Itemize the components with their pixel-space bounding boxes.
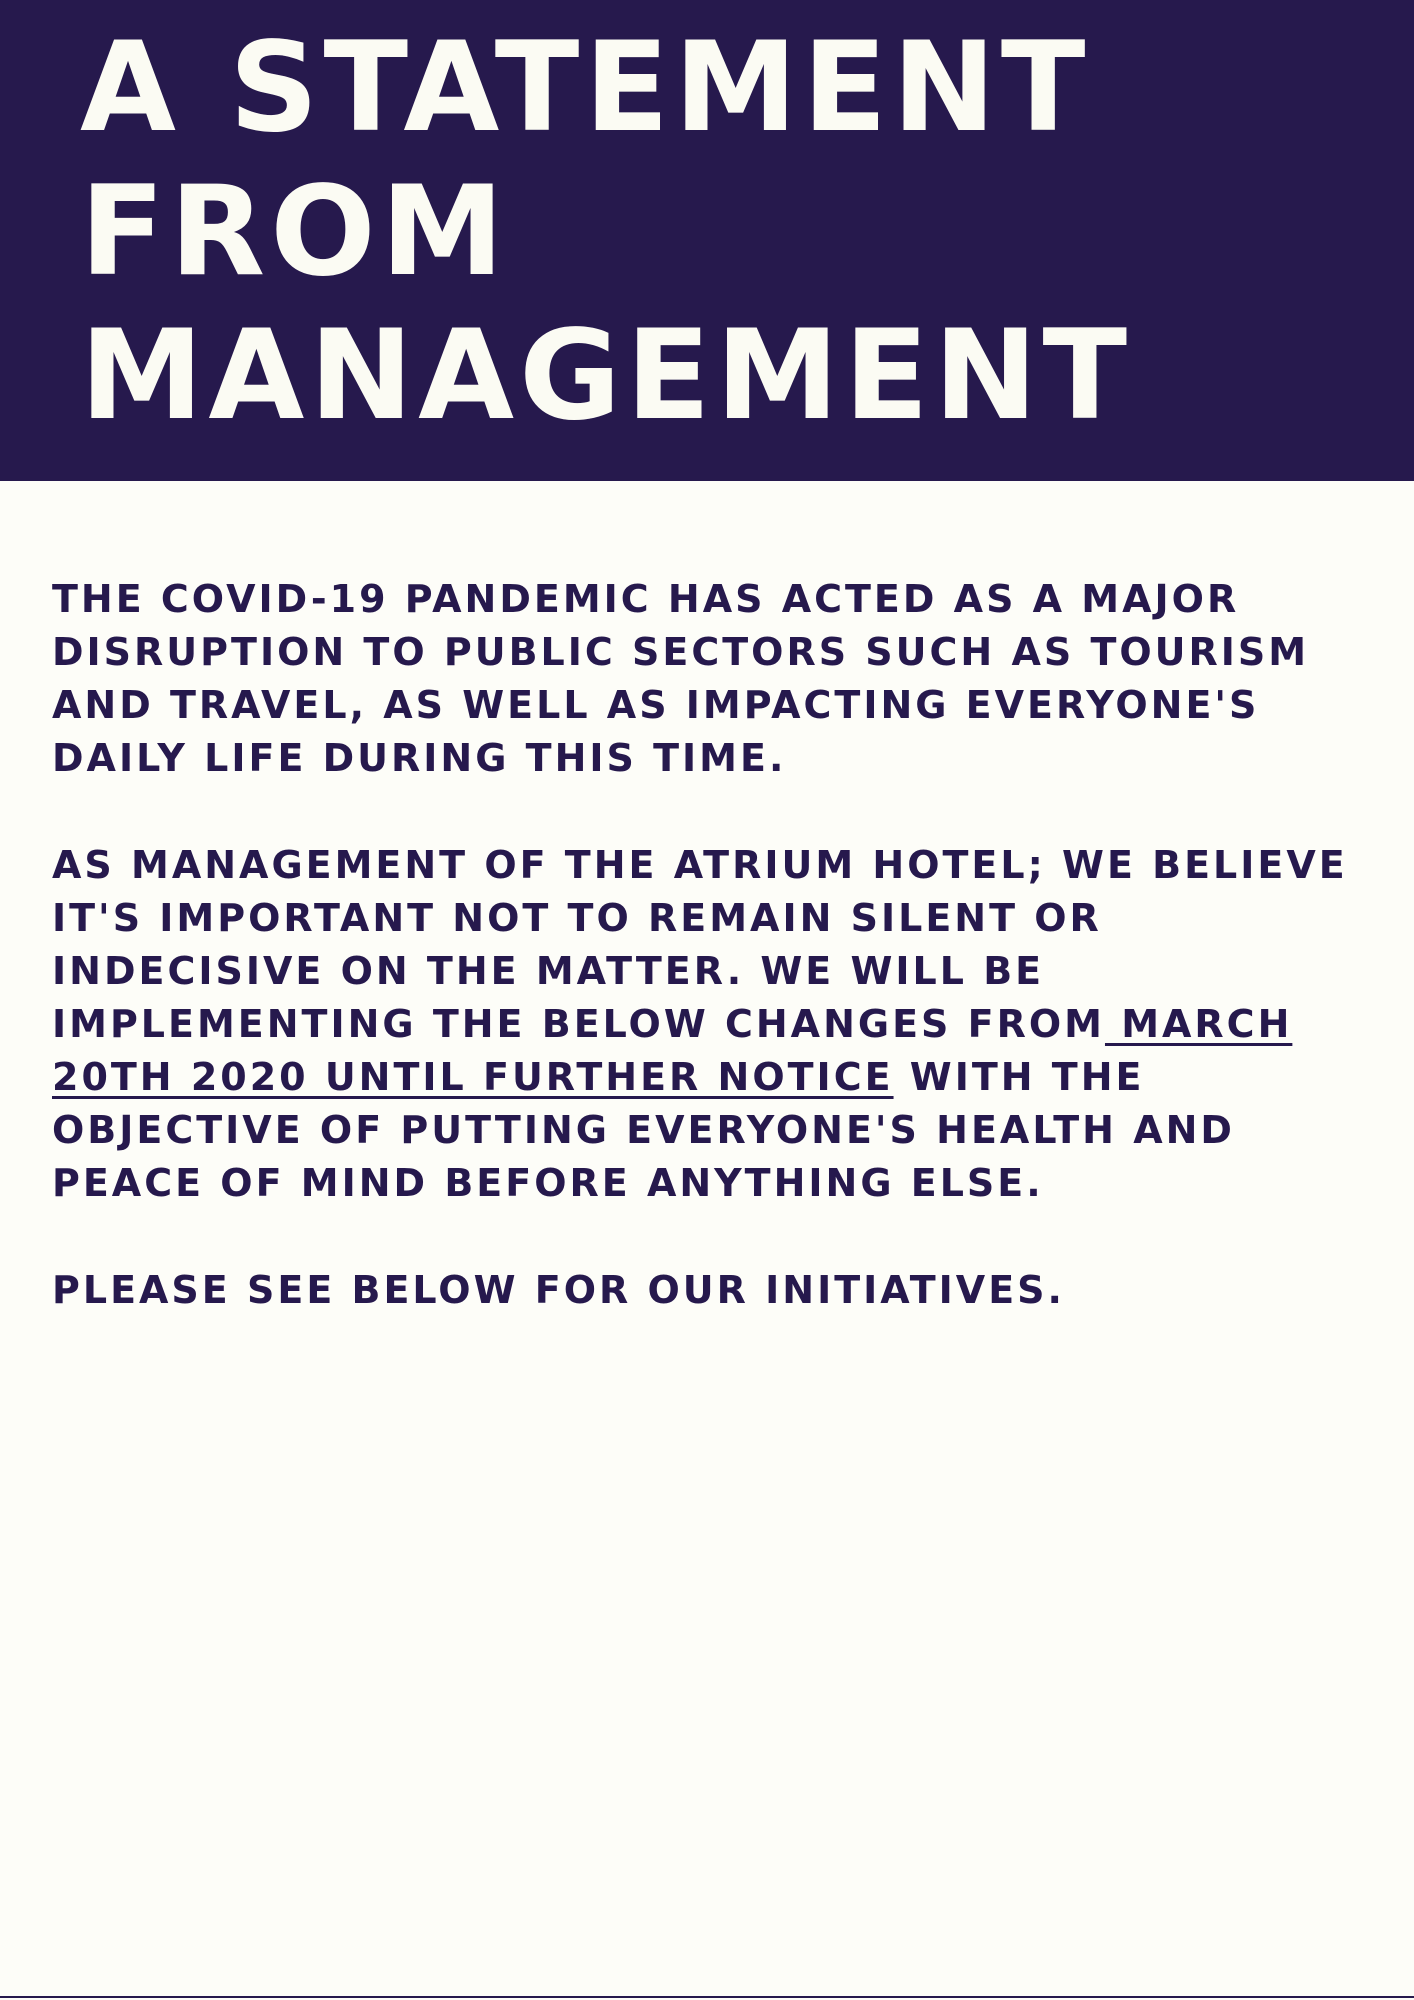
- effective-date-underlined: MARCH: [1104, 1002, 1293, 1046]
- paragraph-text: WITH THE: [893, 1055, 1145, 1099]
- bottom-divider: [0, 1996, 1414, 1998]
- paragraph-text: IMPLEMENTING THE BELOW CHANGES FROM: [52, 1002, 1105, 1046]
- paragraph-line: [52, 998, 1382, 1051]
- paragraph-line: DISRUPTION TO PUBLIC SECTORS SUCH AS TOURISM: [52, 630, 1310, 674]
- paragraph-line: OBJECTIVE OF PUTTING EVERYONE'S HEALTH AND: [52, 1108, 1235, 1152]
- paragraph-line: INDECISIVE ON THE MATTER. WE WILL BE: [52, 949, 1045, 993]
- intro-paragraph: [52, 573, 1382, 785]
- page-title-line-1: A STATEMENT: [80, 16, 1091, 160]
- paragraph-line: PEACE OF MIND BEFORE ANYTHING ELSE.: [52, 1161, 1044, 1205]
- page-title-line-2: FROM: [80, 160, 509, 304]
- paragraph-line: AND TRAVEL, AS WELL AS IMPACTING EVERYONE'S: [52, 683, 1260, 727]
- page-title-line-3: MANAGEMENT: [80, 304, 1133, 448]
- header-banner: [0, 0, 1414, 481]
- initiatives-intro: [52, 1264, 1382, 1317]
- effective-date-underlined: 20TH 2020 UNTIL FURTHER NOTICE: [52, 1055, 894, 1099]
- paragraph-line: [52, 1051, 1382, 1104]
- paragraph-line: PLEASE SEE BELOW FOR OUR INITIATIVES.: [52, 1268, 1065, 1312]
- management-paragraph: [52, 839, 1382, 1210]
- paragraph-line: IT'S IMPORTANT NOT TO REMAIN SILENT OR: [52, 896, 1102, 940]
- paragraph-line: THE COVID-19 PANDEMIC HAS ACTED AS A MAJOR: [52, 577, 1240, 621]
- paragraph-line: AS MANAGEMENT OF THE ATRIUM HOTEL; WE BELIEVE: [52, 843, 1348, 887]
- paragraph-line: DAILY LIFE DURING THIS TIME.: [52, 736, 787, 780]
